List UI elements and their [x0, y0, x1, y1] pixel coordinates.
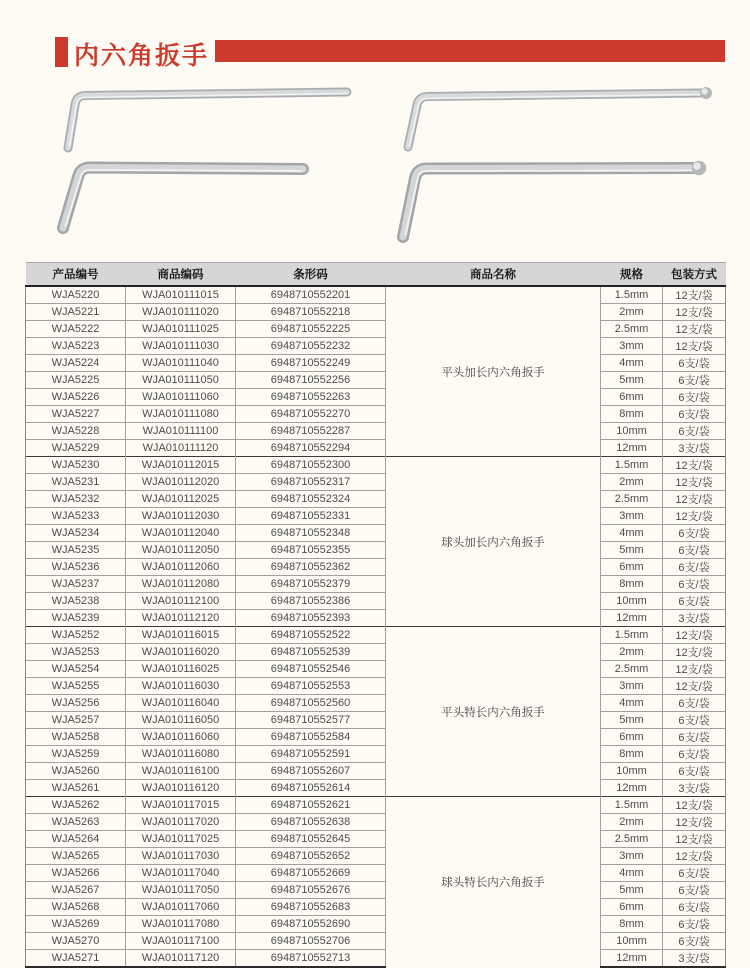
- cell-sku: WJA010111030: [126, 338, 236, 355]
- cell-packaging: 12支/袋: [663, 814, 726, 831]
- cell-barcode: 6948710552256: [236, 372, 386, 389]
- cell-product-code: WJA5224: [26, 355, 126, 372]
- cell-packaging: 6支/袋: [663, 525, 726, 542]
- table-row: [26, 814, 726, 831]
- cell-barcode: 6948710552560: [236, 695, 386, 712]
- cell-barcode: 6948710552539: [236, 644, 386, 661]
- cell-barcode: 6948710552348: [236, 525, 386, 542]
- cell-barcode: 6948710552607: [236, 763, 386, 780]
- red-title-bar: [215, 40, 725, 62]
- cell-packaging: 6支/袋: [663, 576, 726, 593]
- cell-barcode: 6948710552591: [236, 746, 386, 763]
- cell-barcode: 6948710552584: [236, 729, 386, 746]
- table-row: [26, 899, 726, 916]
- table-row: [26, 610, 726, 627]
- cell-sku: WJA010112060: [126, 559, 236, 576]
- cell-product-code: WJA5231: [26, 474, 126, 491]
- cell-product-code: WJA5252: [26, 627, 126, 644]
- flat-head-hex-key-large-icon: [63, 168, 303, 229]
- cell-sku: WJA010116015: [126, 627, 236, 644]
- cell-sku: WJA010111060: [126, 389, 236, 406]
- table-row: [26, 746, 726, 763]
- cell-spec: 1.5mm: [601, 286, 663, 304]
- cell-product-code: WJA5270: [26, 933, 126, 950]
- cell-barcode: 6948710552553: [236, 678, 386, 695]
- cell-packaging: 12支/袋: [663, 848, 726, 865]
- cell-barcode: 6948710552201: [236, 286, 386, 304]
- cell-packaging: 6支/袋: [663, 933, 726, 950]
- table-row: [26, 627, 726, 644]
- cell-packaging: 6支/袋: [663, 899, 726, 916]
- cell-spec: 2mm: [601, 814, 663, 831]
- cell-product-code: WJA5238: [26, 593, 126, 610]
- cell-spec: 10mm: [601, 933, 663, 950]
- cell-barcode: 6948710552263: [236, 389, 386, 406]
- cell-sku: WJA010117080: [126, 916, 236, 933]
- cell-spec: 2.5mm: [601, 661, 663, 678]
- cell-barcode: 6948710552621: [236, 797, 386, 814]
- cell-spec: 5mm: [601, 542, 663, 559]
- cell-packaging: 12支/袋: [663, 457, 726, 474]
- cell-spec: 8mm: [601, 916, 663, 933]
- cell-sku: WJA010111040: [126, 355, 236, 372]
- cell-packaging: 6支/袋: [663, 729, 726, 746]
- cell-spec: 2.5mm: [601, 321, 663, 338]
- cell-packaging: 6支/袋: [663, 355, 726, 372]
- cell-product-code: WJA5235: [26, 542, 126, 559]
- cell-spec: 6mm: [601, 559, 663, 576]
- cell-packaging: 6支/袋: [663, 746, 726, 763]
- table-row: [26, 525, 726, 542]
- cell-product-code: WJA5265: [26, 848, 126, 865]
- table-row: [26, 695, 726, 712]
- table-row: [26, 678, 726, 695]
- cell-barcode: 6948710552294: [236, 440, 386, 457]
- cell-product-code: WJA5260: [26, 763, 126, 780]
- cell-packaging: 12支/袋: [663, 678, 726, 695]
- cell-product-code: WJA5266: [26, 865, 126, 882]
- cell-product-code: WJA5225: [26, 372, 126, 389]
- product-table-body: [26, 286, 726, 967]
- cell-barcode: 6948710552225: [236, 321, 386, 338]
- cell-sku: WJA010111120: [126, 440, 236, 457]
- cell-spec: 5mm: [601, 882, 663, 899]
- table-row: [26, 780, 726, 797]
- cell-product-code: WJA5268: [26, 899, 126, 916]
- col-header-product-code: 产品编号: [26, 263, 126, 287]
- cell-packaging: 6支/袋: [663, 372, 726, 389]
- cell-barcode: 6948710552386: [236, 593, 386, 610]
- cell-spec: 10mm: [601, 423, 663, 440]
- table-row: [26, 491, 726, 508]
- cell-packaging: 6支/袋: [663, 763, 726, 780]
- cell-sku: WJA010112025: [126, 491, 236, 508]
- cell-spec: 10mm: [601, 763, 663, 780]
- cell-packaging: 6支/袋: [663, 593, 726, 610]
- cell-barcode: 6948710552652: [236, 848, 386, 865]
- cell-product-code: WJA5234: [26, 525, 126, 542]
- ball-end-hex-key-large-icon: [403, 161, 706, 237]
- cell-product-name: 球头加长内六角扳手: [386, 457, 601, 627]
- cell-sku: WJA010116060: [126, 729, 236, 746]
- product-photos: [25, 80, 725, 255]
- cell-sku: WJA010117050: [126, 882, 236, 899]
- cell-spec: 4mm: [601, 525, 663, 542]
- cell-spec: 1.5mm: [601, 627, 663, 644]
- cell-product-code: WJA5232: [26, 491, 126, 508]
- cell-product-code: WJA5267: [26, 882, 126, 899]
- cell-sku: WJA010112040: [126, 525, 236, 542]
- cell-packaging: 6支/袋: [663, 542, 726, 559]
- cell-spec: 3mm: [601, 678, 663, 695]
- cell-barcode: 6948710552379: [236, 576, 386, 593]
- cell-packaging: 12支/袋: [663, 338, 726, 355]
- cell-product-code: WJA5228: [26, 423, 126, 440]
- cell-barcode: 6948710552249: [236, 355, 386, 372]
- cell-barcode: 6948710552713: [236, 950, 386, 968]
- table-row: [26, 389, 726, 406]
- cell-sku: WJA010116100: [126, 763, 236, 780]
- cell-sku: WJA010117015: [126, 797, 236, 814]
- cell-spec: 3mm: [601, 848, 663, 865]
- cell-product-code: WJA5229: [26, 440, 126, 457]
- section-header: [0, 0, 750, 80]
- cell-sku: WJA010111080: [126, 406, 236, 423]
- cell-product-code: WJA5261: [26, 780, 126, 797]
- cell-product-code: WJA5233: [26, 508, 126, 525]
- cell-sku: WJA010117025: [126, 831, 236, 848]
- cell-packaging: 6支/袋: [663, 423, 726, 440]
- cell-product-code: WJA5264: [26, 831, 126, 848]
- cell-barcode: 6948710552522: [236, 627, 386, 644]
- table-row: [26, 593, 726, 610]
- cell-spec: 6mm: [601, 899, 663, 916]
- cell-sku: WJA010111015: [126, 286, 236, 304]
- cell-packaging: 12支/袋: [663, 644, 726, 661]
- page-title: 内六角扳手: [74, 42, 210, 70]
- cell-product-code: WJA5254: [26, 661, 126, 678]
- table-row: [26, 865, 726, 882]
- cell-packaging: 12支/袋: [663, 321, 726, 338]
- table-row: [26, 916, 726, 933]
- cell-product-code: WJA5269: [26, 916, 126, 933]
- cell-spec: 12mm: [601, 780, 663, 797]
- table-row: [26, 423, 726, 440]
- cell-barcode: 6948710552287: [236, 423, 386, 440]
- cell-packaging: 12支/袋: [663, 627, 726, 644]
- col-header-sku: 商品编码: [126, 263, 236, 287]
- cell-packaging: 6支/袋: [663, 916, 726, 933]
- cell-sku: WJA010117020: [126, 814, 236, 831]
- cell-packaging: 3支/袋: [663, 780, 726, 797]
- cell-spec: 8mm: [601, 406, 663, 423]
- col-header-barcode: 条形码: [236, 263, 386, 287]
- table-row: [26, 355, 726, 372]
- cell-packaging: 12支/袋: [663, 286, 726, 304]
- cell-sku: WJA010112020: [126, 474, 236, 491]
- cell-spec: 12mm: [601, 610, 663, 627]
- cell-packaging: 12支/袋: [663, 508, 726, 525]
- table-row: [26, 576, 726, 593]
- cell-product-code: WJA5239: [26, 610, 126, 627]
- cell-spec: 3mm: [601, 508, 663, 525]
- cell-spec: 8mm: [601, 746, 663, 763]
- cell-sku: WJA010112100: [126, 593, 236, 610]
- cell-packaging: 12支/袋: [663, 491, 726, 508]
- cell-product-name: 平头加长内六角扳手: [386, 286, 601, 457]
- cell-barcode: 6948710552645: [236, 831, 386, 848]
- cell-sku: WJA010116040: [126, 695, 236, 712]
- ball-end-hex-key-small-icon: [408, 87, 712, 147]
- hex-keys-illustration: [25, 80, 725, 255]
- table-row: [26, 304, 726, 321]
- cell-barcode: 6948710552546: [236, 661, 386, 678]
- table-row: [26, 406, 726, 423]
- cell-product-code: WJA5237: [26, 576, 126, 593]
- table-row: [26, 372, 726, 389]
- cell-product-code: WJA5222: [26, 321, 126, 338]
- cell-barcode: 6948710552331: [236, 508, 386, 525]
- cell-sku: WJA010116050: [126, 712, 236, 729]
- cell-barcode: 6948710552683: [236, 899, 386, 916]
- cell-sku: WJA010117100: [126, 933, 236, 950]
- cell-barcode: 6948710552232: [236, 338, 386, 355]
- table-row: [26, 508, 726, 525]
- cell-barcode: 6948710552362: [236, 559, 386, 576]
- cell-barcode: 6948710552355: [236, 542, 386, 559]
- cell-product-name: 平头特长内六角扳手: [386, 627, 601, 797]
- cell-spec: 10mm: [601, 593, 663, 610]
- cell-spec: 2.5mm: [601, 491, 663, 508]
- table-row: [26, 644, 726, 661]
- cell-sku: WJA010117030: [126, 848, 236, 865]
- cell-sku: WJA010117040: [126, 865, 236, 882]
- col-header-spec: 规格: [601, 263, 663, 287]
- cell-sku: WJA010117060: [126, 899, 236, 916]
- cell-product-code: WJA5227: [26, 406, 126, 423]
- cell-packaging: 6支/袋: [663, 712, 726, 729]
- cell-product-name: 球头特长内六角扳手: [386, 797, 601, 968]
- cell-sku: WJA010111020: [126, 304, 236, 321]
- cell-packaging: 6支/袋: [663, 406, 726, 423]
- cell-product-code: WJA5256: [26, 695, 126, 712]
- cell-barcode: 6948710552300: [236, 457, 386, 474]
- cell-spec: 5mm: [601, 372, 663, 389]
- cell-spec: 4mm: [601, 865, 663, 882]
- cell-sku: WJA010111050: [126, 372, 236, 389]
- cell-product-code: WJA5220: [26, 286, 126, 304]
- cell-product-code: WJA5253: [26, 644, 126, 661]
- cell-sku: WJA010112050: [126, 542, 236, 559]
- cell-product-code: WJA5259: [26, 746, 126, 763]
- table-row: [26, 440, 726, 457]
- table-row: [26, 542, 726, 559]
- table-row: [26, 457, 726, 474]
- table-row: [26, 933, 726, 950]
- cell-product-code: WJA5226: [26, 389, 126, 406]
- table-row: [26, 729, 726, 746]
- product-table-header: [26, 263, 726, 287]
- cell-product-code: WJA5223: [26, 338, 126, 355]
- cell-barcode: 6948710552393: [236, 610, 386, 627]
- cell-sku: WJA010111100: [126, 423, 236, 440]
- table-row: [26, 474, 726, 491]
- cell-sku: WJA010111025: [126, 321, 236, 338]
- red-marker-block: [55, 37, 68, 67]
- cell-packaging: 6支/袋: [663, 882, 726, 899]
- cell-packaging: 12支/袋: [663, 474, 726, 491]
- cell-packaging: 6支/袋: [663, 559, 726, 576]
- cell-packaging: 6支/袋: [663, 389, 726, 406]
- table-row: [26, 831, 726, 848]
- cell-barcode: 6948710552706: [236, 933, 386, 950]
- cell-sku: WJA010112030: [126, 508, 236, 525]
- cell-product-code: WJA5230: [26, 457, 126, 474]
- cell-product-code: WJA5258: [26, 729, 126, 746]
- table-row: [26, 559, 726, 576]
- cell-sku: WJA010116080: [126, 746, 236, 763]
- cell-sku: WJA010116030: [126, 678, 236, 695]
- cell-product-code: WJA5236: [26, 559, 126, 576]
- table-row: [26, 950, 726, 968]
- table-row: [26, 797, 726, 814]
- cell-spec: 4mm: [601, 355, 663, 372]
- cell-spec: 4mm: [601, 695, 663, 712]
- cell-barcode: 6948710552317: [236, 474, 386, 491]
- cell-packaging: 3支/袋: [663, 610, 726, 627]
- cell-barcode: 6948710552577: [236, 712, 386, 729]
- cell-spec: 1.5mm: [601, 457, 663, 474]
- cell-spec: 2.5mm: [601, 831, 663, 848]
- cell-barcode: 6948710552218: [236, 304, 386, 321]
- cell-sku: WJA010116025: [126, 661, 236, 678]
- cell-barcode: 6948710552324: [236, 491, 386, 508]
- table-row: [26, 712, 726, 729]
- cell-barcode: 6948710552614: [236, 780, 386, 797]
- cell-barcode: 6948710552270: [236, 406, 386, 423]
- cell-sku: WJA010116020: [126, 644, 236, 661]
- cell-product-code: WJA5255: [26, 678, 126, 695]
- cell-barcode: 6948710552638: [236, 814, 386, 831]
- col-header-product-name: 商品名称: [386, 263, 601, 287]
- table-row: [26, 661, 726, 678]
- cell-packaging: 12支/袋: [663, 797, 726, 814]
- table-row: [26, 321, 726, 338]
- cell-packaging: 3支/袋: [663, 440, 726, 457]
- cell-packaging: 12支/袋: [663, 831, 726, 848]
- cell-sku: WJA010112080: [126, 576, 236, 593]
- cell-product-code: WJA5263: [26, 814, 126, 831]
- cell-packaging: 6支/袋: [663, 865, 726, 882]
- cell-spec: 8mm: [601, 576, 663, 593]
- cell-barcode: 6948710552690: [236, 916, 386, 933]
- cell-spec: 5mm: [601, 712, 663, 729]
- cell-spec: 6mm: [601, 729, 663, 746]
- cell-packaging: 12支/袋: [663, 661, 726, 678]
- cell-spec: 3mm: [601, 338, 663, 355]
- cell-sku: WJA010117120: [126, 950, 236, 968]
- cell-spec: 2mm: [601, 304, 663, 321]
- table-row: [26, 286, 726, 304]
- cell-product-code: WJA5262: [26, 797, 126, 814]
- cell-packaging: 12支/袋: [663, 304, 726, 321]
- product-table: [25, 262, 726, 968]
- cell-spec: 12mm: [601, 440, 663, 457]
- cell-packaging: 6支/袋: [663, 695, 726, 712]
- cell-barcode: 6948710552669: [236, 865, 386, 882]
- cell-barcode: 6948710552676: [236, 882, 386, 899]
- table-row: [26, 848, 726, 865]
- cell-sku: WJA010112015: [126, 457, 236, 474]
- cell-product-code: WJA5271: [26, 950, 126, 968]
- cell-spec: 1.5mm: [601, 797, 663, 814]
- cell-spec: 6mm: [601, 389, 663, 406]
- cell-product-code: WJA5257: [26, 712, 126, 729]
- cell-spec: 2mm: [601, 474, 663, 491]
- cell-sku: WJA010116120: [126, 780, 236, 797]
- cell-sku: WJA010112120: [126, 610, 236, 627]
- flat-head-hex-key-small-icon: [68, 92, 347, 148]
- cell-packaging: 3支/袋: [663, 950, 726, 968]
- cell-product-code: WJA5221: [26, 304, 126, 321]
- col-header-packaging: 包装方式: [663, 263, 726, 287]
- cell-spec: 2mm: [601, 644, 663, 661]
- table-row: [26, 882, 726, 899]
- table-row: [26, 338, 726, 355]
- cell-spec: 12mm: [601, 950, 663, 968]
- table-row: [26, 763, 726, 780]
